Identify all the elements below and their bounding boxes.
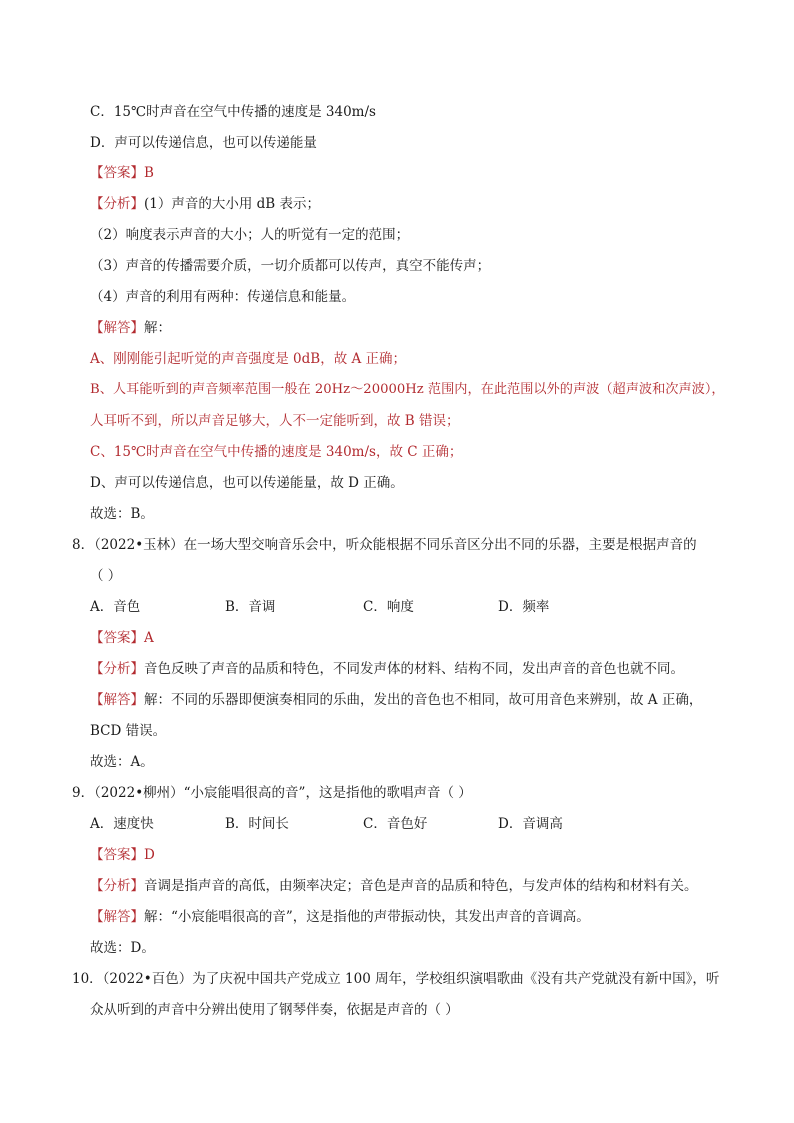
analysis-line-1 (90, 194, 320, 214)
q8-stem: 8．（2022•玉林）在一场大型交响音乐会中，听众能根据不同乐音区分出不同的乐器，主要是根据声音的 (72, 537, 697, 553)
choose-line: 故选：B。 (90, 506, 154, 522)
q9-answer-value: D (144, 847, 155, 863)
q8-option-b: B．音调 (225, 599, 276, 615)
solution-d: D、声可以传递信息，也可以传递能量，故 D 正确。 (90, 475, 404, 491)
analysis-line-3: （3）声音的传播需要介质，一切介质都可以传声，真空不能传声； (90, 258, 491, 274)
q9-solution-line (90, 907, 590, 927)
q8-analysis-line (90, 659, 684, 679)
q9-option-b: B．时间长 (225, 816, 289, 832)
q8-option-d: D．频率 (498, 599, 550, 615)
q8-solution-text: 解：不同的乐器即便演奏相同的乐曲，发出的音色也不相同，故可用音色来辨别，故 A 正确， (144, 692, 703, 708)
q8-answer-line (90, 628, 154, 648)
q8-answer-tag: 【答案】 (90, 630, 144, 646)
option-c: C．15℃时声音在空气中传播的速度是 340m/s (90, 104, 376, 120)
q8-solution-line-2: BCD 错误。 (90, 723, 167, 739)
solution-c: C、15℃时声音在空气中传播的速度是 340m/s，故 C 正确； (90, 444, 463, 460)
solution-a: A、刚刚能引起听觉的声音强度是 0dB，故 A 正确； (90, 351, 407, 367)
q8-solution-line (90, 690, 702, 710)
q9-answer-tag: 【答案】 (90, 847, 144, 863)
analysis-line-2: （2）响度表示声音的大小；人的听觉有一定的范围； (90, 227, 410, 243)
analysis-line-4: （4）声音的利用有两种：传递信息和能量。 (90, 289, 356, 305)
option-d: D．声可以传递信息，也可以传递能量 (90, 135, 317, 151)
q9-option-d: D．音调高 (498, 816, 563, 832)
q9-option-a: A．速度快 (90, 816, 154, 832)
q9-analysis-line (90, 876, 698, 896)
solution-b-2: 人耳听不到，所以声音足够大，人不一定能听到，故 B 错误； (90, 413, 460, 429)
answer-tag: 【答案】 (90, 165, 144, 181)
solution-intro: 解： (144, 320, 171, 336)
answer-line (90, 163, 154, 183)
q8-blank: （ ） (90, 568, 122, 584)
q10-stem-2: 众从听到的声音中分辨出使用了钢琴伴奏，依据是声音的（ ） (90, 1002, 459, 1018)
solution-tag: 【解答】 (90, 320, 144, 336)
q8-solution-tag: 【解答】 (90, 692, 144, 708)
q9-analysis-tag: 【分析】 (90, 878, 144, 894)
q9-option-c: C．音色好 (363, 816, 428, 832)
q8-choose: 故选：A。 (90, 754, 154, 770)
solution-line (90, 318, 171, 338)
q9-analysis-text: 音调是指声音的高低，由频率决定；音色是声音的品质和特色，与发声体的结构和材料有关。 (144, 878, 698, 894)
q9-stem: 9．（2022•柳州）“小宸能唱很高的音”，这是指他的歌唱声音（ ） (72, 785, 472, 801)
q9-solution-text: 解：“小宸能唱很高的音”，这是指他的声带振动快，其发出声音的音调高。 (144, 909, 590, 925)
q10-stem-1: 10．（2022•百色）为了庆祝中国共产党成立 100 周年，学校组织演唱歌曲《没有共产党就没有新中国》，听 (72, 971, 720, 987)
answer-value: B (144, 165, 154, 181)
q8-analysis-text: 音色反映了声音的品质和特色，不同发声体的材料、结构不同，发出声音的音色也就不同。 (144, 661, 684, 677)
q9-choose: 故选：D。 (90, 940, 155, 956)
solution-b-1: B、人耳能听到的声音频率范围一般在 20Hz～20000Hz 范围内，在此范围以外的声波（超声波和次声波）， (90, 382, 725, 397)
analysis-tag: 【分析】 (90, 196, 144, 212)
analysis-text-1: (1）声音的大小用 dB 表示； (144, 196, 321, 212)
q9-solution-tag: 【解答】 (90, 909, 144, 925)
q8-analysis-tag: 【分析】 (90, 661, 144, 677)
q8-answer-value: A (144, 630, 154, 646)
q8-option-c: C．响度 (363, 599, 414, 615)
q8-option-a: A．音色 (90, 599, 141, 615)
q9-answer-line (90, 845, 155, 865)
